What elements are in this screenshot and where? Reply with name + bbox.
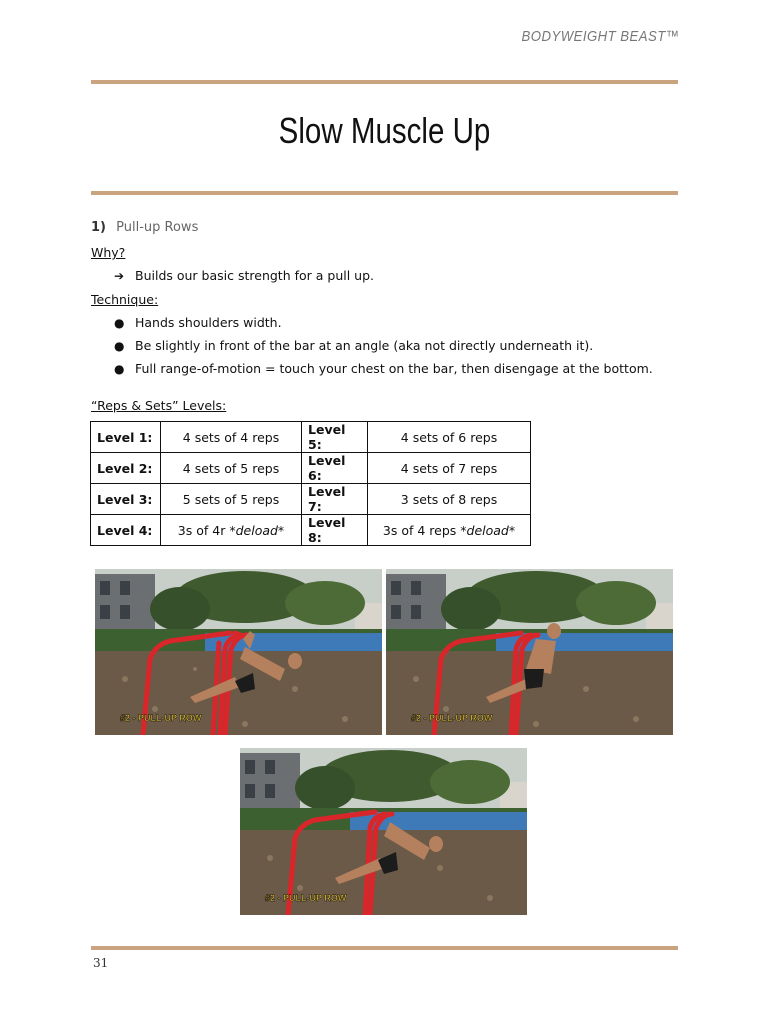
table-row: [91, 515, 531, 546]
section-name: Pull-up Rows: [116, 220, 199, 235]
level-value: 4 sets of 5 reps: [161, 453, 302, 484]
technique-label: Technique:: [91, 292, 159, 307]
technique-item: ● Be slightly in front of the bar at an angle (aka not directly underneath it).: [114, 338, 594, 353]
bullet-icon: ●: [114, 361, 125, 376]
level-label: Level 3:: [91, 484, 161, 515]
level-label: Level 7:: [302, 484, 368, 515]
reps-sets-label: “Reps & Sets” Levels:: [91, 398, 227, 413]
section-number: 1): [91, 220, 106, 235]
brand-header: BODYWEIGHT BEAST™: [521, 28, 679, 45]
level-label: Level 8:: [302, 515, 368, 546]
level-label: Level 5:: [302, 422, 368, 453]
bullet-icon: ●: [114, 338, 125, 353]
level-value: 3 sets of 8 reps: [368, 484, 531, 515]
level-value: 4 sets of 7 reps: [368, 453, 531, 484]
level-value: 4 sets of 4 reps: [161, 422, 302, 453]
bullet-icon: ●: [114, 315, 125, 330]
table-row: [91, 422, 531, 453]
exercise-photo: [240, 748, 527, 915]
top-divider: [91, 80, 678, 84]
photo-caption: #2 - PULL-UP ROW: [265, 893, 347, 903]
level-label: Level 4:: [91, 515, 161, 546]
exercise-photo: [95, 569, 382, 735]
section-heading: [91, 220, 198, 235]
why-item: ➔ Builds our basic strength for a pull up.: [114, 268, 374, 283]
level-value: 5 sets of 5 reps: [161, 484, 302, 515]
technique-item: ● Hands shoulders width.: [114, 315, 282, 330]
level-value: 4 sets of 6 reps: [368, 422, 531, 453]
photo-caption: #2 - PULL-UP ROW: [120, 713, 202, 723]
levels-table: [90, 421, 531, 546]
level-label: Level 6:: [302, 453, 368, 484]
table-row: [91, 484, 531, 515]
table-row: [91, 453, 531, 484]
page-title: Slow Muscle Up: [278, 110, 491, 151]
technique-item: ● Full range-of-motion = touch your chest on the bar, then disengage at the bottom.: [114, 361, 653, 376]
exercise-photo: [386, 569, 673, 735]
level-value: 3s of 4 reps *deload*: [368, 515, 531, 546]
title-divider: [91, 191, 678, 195]
why-label: Why?: [91, 245, 126, 260]
footer-divider: [91, 946, 678, 950]
level-label: Level 1:: [91, 422, 161, 453]
level-label: Level 2:: [91, 453, 161, 484]
photo-caption: #2 - PULL-UP ROW: [411, 713, 493, 723]
arrow-icon: ➔: [114, 268, 125, 283]
page-number: 31: [93, 956, 109, 970]
level-value: 3s of 4r *deload*: [161, 515, 302, 546]
